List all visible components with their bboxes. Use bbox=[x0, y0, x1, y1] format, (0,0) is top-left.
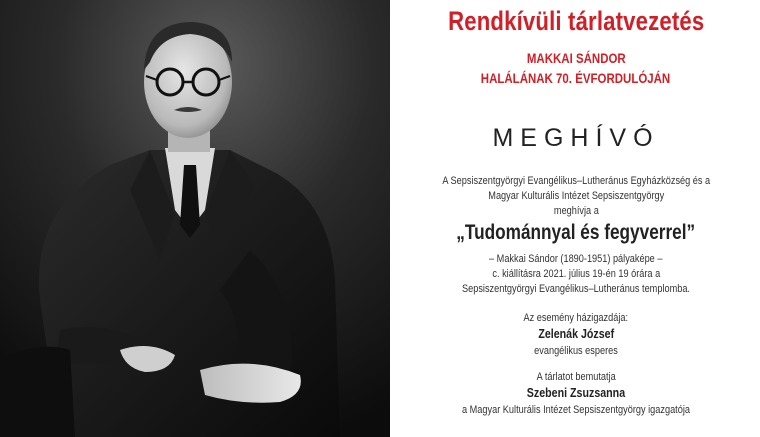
subtitle-line-2 bbox=[392, 70, 760, 86]
presenter-role-text: a Magyar Kulturális Intézet Sepsiszentgyörgy igazgatója bbox=[462, 404, 690, 416]
host-name bbox=[392, 327, 760, 341]
intro-line-2 bbox=[392, 189, 760, 203]
intro-line-1 bbox=[392, 174, 760, 188]
subtitle-line-1-text: MAKKAI SÁNDOR bbox=[526, 50, 626, 66]
intro-line-2-text: Magyar Kulturális Intézet Sepsiszentgyörgy bbox=[488, 190, 664, 202]
details-line-2 bbox=[392, 267, 760, 281]
title-text: Rendkívüli tárlatvezetés bbox=[447, 6, 705, 36]
intro-line-3-text: meghívja a bbox=[553, 205, 599, 217]
host-role bbox=[392, 344, 760, 358]
subtitle-line-2-text: HALÁLÁNAK 70. ÉVFORDULÓJÁN bbox=[481, 70, 671, 86]
invitation-label bbox=[392, 124, 760, 153]
host-label bbox=[392, 311, 760, 325]
details-line-1 bbox=[392, 252, 760, 266]
event-title-text: „Tudománnyal és fegyverrel” bbox=[456, 221, 696, 244]
presenter-label-text: A tárlatot bemutatja bbox=[536, 371, 616, 383]
intro-line-3 bbox=[392, 204, 760, 218]
details-line-1-text: – Makkai Sándor (1890-1951) pályaképe – bbox=[489, 253, 663, 265]
intro-line-1-text: A Sepsiszentgyörgyi Evangélikus–Lutheránus Egyházközség és a bbox=[442, 175, 710, 187]
presenter-label bbox=[392, 370, 760, 384]
details-line-3-text: Sepsiszentgyörgyi Evangélikus–Lutheránus templomba. bbox=[462, 283, 690, 295]
invitation-panel bbox=[392, 0, 760, 437]
presenter-name-text: Szebeni Zsuzsanna bbox=[526, 385, 626, 400]
presenter-role bbox=[392, 403, 760, 417]
details-line-3 bbox=[392, 282, 760, 296]
host-role-text: evangélikus esperes bbox=[534, 345, 618, 357]
host-label-text: Az esemény házigazdája: bbox=[523, 312, 629, 324]
host-name-text: Zelenák József bbox=[538, 326, 614, 341]
subtitle-line-1 bbox=[392, 50, 760, 66]
invitation-label-text: MEGHÍVÓ bbox=[492, 124, 660, 152]
presenter-name bbox=[392, 386, 760, 400]
page-title bbox=[392, 6, 760, 37]
event-title bbox=[392, 221, 760, 245]
details-line-2-text: c. kiállításra 2021. július 19-én 19 órára a bbox=[492, 268, 660, 280]
